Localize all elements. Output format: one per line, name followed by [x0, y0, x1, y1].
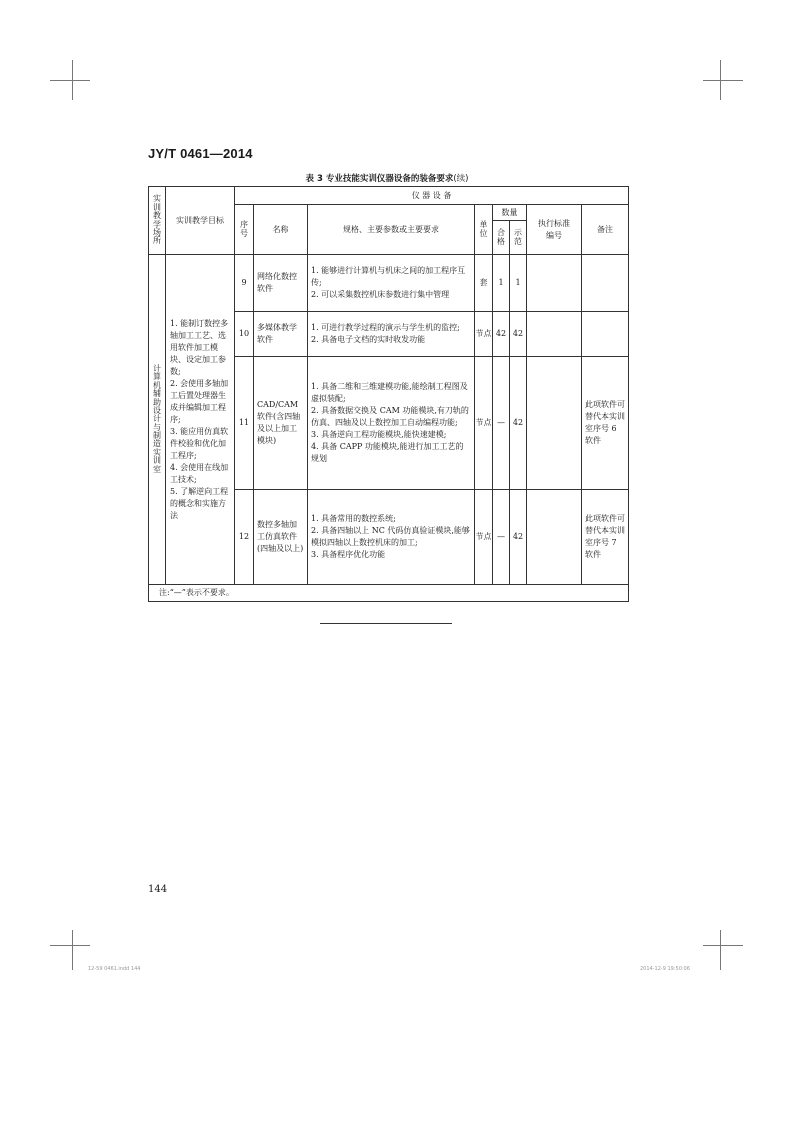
- header-place: 实 训 教 学 场 所: [149, 187, 166, 255]
- qualified-cell: 42: [493, 312, 510, 357]
- header-demo: 示 范: [514, 228, 522, 246]
- crop-mark: [50, 945, 90, 946]
- remark-cell: 此项软件可替代本实训室序号 6 软件: [582, 357, 629, 490]
- table-row: [149, 255, 629, 312]
- crop-mark: [703, 80, 743, 81]
- seq-cell: 12: [235, 490, 254, 585]
- crop-mark: [72, 930, 73, 970]
- seq-cell: 11: [235, 357, 254, 490]
- unit-cell: 节点: [475, 357, 493, 490]
- remark-cell: [582, 255, 629, 312]
- print-slug-right: 2014-12-9 19:50:06: [640, 966, 690, 972]
- table-note: 注:“—”表示不要求。: [149, 585, 629, 602]
- requirements-cell: 1. 具备二维和三维建模功能,能绘制工程图及虚拟装配; 2. 具备数据交换及 CAM 功能模块,有刀轨的仿真、四轴及以上数控加工自动编程功能; 3. 具备逆向工程功能模块,能快速建模; 4. 具备 CAPP 功能模块,能进行加工工艺的规划: [308, 357, 475, 490]
- qualified-cell: 1: [493, 255, 510, 312]
- remark-cell: 此项软件可替代本实训室序号 7 软件: [582, 490, 629, 585]
- crop-mark: [703, 945, 743, 946]
- name-cell: 网络化数控软件: [254, 255, 308, 312]
- unit-cell: 套: [475, 255, 493, 312]
- unit-cell: 节点: [475, 312, 493, 357]
- crop-mark: [720, 930, 721, 970]
- document-code: JY/T 0461—2014: [148, 146, 253, 161]
- name-cell: 多媒体教学软件: [254, 312, 308, 357]
- standard-cell: [527, 490, 582, 585]
- name-cell: CAD/CAM软件(含四轴及以上加工模块): [254, 357, 308, 490]
- header-name: 名称: [254, 205, 308, 255]
- crop-mark: [50, 80, 90, 81]
- place-cell: 计 算 机 辅 助 设 计 与 制 造 实 训 室: [149, 255, 166, 585]
- end-rule: [320, 623, 452, 624]
- header-remark: 备注: [582, 205, 629, 255]
- header-spec: 规格、主要参数或主要要求: [308, 205, 475, 255]
- header-quantity: [493, 205, 527, 255]
- table-title-suffix: (续): [453, 174, 469, 184]
- page-number: 144: [148, 884, 168, 895]
- table-title-main: 表 3 专业技能实训仪器设备的装备要求: [305, 174, 454, 184]
- name-cell: 数控多轴加工仿真软件(四轴及以上): [254, 490, 308, 585]
- standard-cell: [527, 255, 582, 312]
- requirements-cell: 1. 具备常用的数控系统; 2. 具备四轴以上 NC 代码仿真验证模块,能够模拟四轴以上数控机床的加工; 3. 具备程序优化功能: [308, 490, 475, 585]
- seq-cell: 10: [235, 312, 254, 357]
- header-quantity-label: 数量: [493, 205, 526, 221]
- goals-cell: 1. 能制订数控多轴加工工艺、选用软件加工模块、设定加工参数; 2. 会使用多轴加工后置处理器生成并编辑加工程序; 3. 能应用仿真软件校验和优化加工程序; 4. 会使用在线加工技术; 5. 了解逆向工程的概念和实施方法: [166, 255, 235, 585]
- print-slug-left: 12-59 0461.indd 144: [88, 966, 141, 972]
- header-goal: 实训教学目标: [166, 187, 235, 255]
- header-seq: 序 号: [235, 205, 254, 255]
- seq-cell: 9: [235, 255, 254, 312]
- header-equipment: 仪 器 设 备: [235, 187, 629, 205]
- standard-cell: [527, 357, 582, 490]
- header-unit: 单 位: [475, 205, 493, 255]
- demo-cell: 1: [510, 255, 527, 312]
- table-title: [148, 172, 626, 184]
- header-qualified: 合 格: [493, 221, 510, 254]
- qualified-cell: —: [493, 357, 510, 490]
- requirements-cell: 1. 可进行教学过程的演示与学生机的监控; 2. 具备电子文档的实时收发功能: [308, 312, 475, 357]
- equipment-table: [148, 186, 629, 602]
- demo-cell: 42: [510, 490, 527, 585]
- demo-cell: 42: [510, 312, 527, 357]
- standard-cell: [527, 312, 582, 357]
- header-standard: 执行标准 编号: [527, 205, 582, 255]
- remark-cell: [582, 312, 629, 357]
- demo-cell: 42: [510, 357, 527, 490]
- unit-cell: 节点: [475, 490, 493, 585]
- qualified-cell: —: [493, 490, 510, 585]
- requirements-cell: 1. 能够进行计算机与机床之间的加工程序互传; 2. 可以采集数控机床参数进行集中管理: [308, 255, 475, 312]
